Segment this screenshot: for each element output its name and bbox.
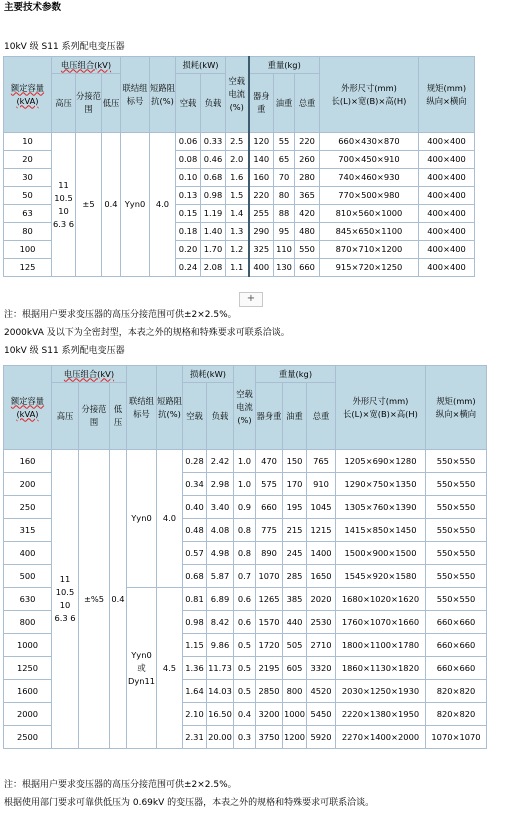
- gauge-cell: 400×400: [419, 241, 475, 259]
- no-load-current-cell: 1.3: [226, 223, 249, 241]
- spec-table-2: [3, 365, 487, 749]
- total-weight-cell: 660: [295, 259, 320, 277]
- no-load-current-cell: 0.9: [234, 496, 256, 519]
- dimensions-cell: 870×710×1200: [320, 241, 419, 259]
- total-weight-cell: 1400: [307, 542, 336, 565]
- load-loss-cell: 0.33: [201, 133, 226, 151]
- no-load-current-cell: 0.7: [234, 565, 256, 588]
- no-load-current-cell: 1.4: [226, 205, 249, 223]
- gauge-cell: 400×400: [419, 133, 475, 151]
- oil-weight-cell: 1200: [283, 726, 307, 749]
- body-weight-cell: 1720: [256, 634, 283, 657]
- capacity-cell: 2500: [4, 726, 52, 749]
- oil-weight-cell: 285: [283, 565, 307, 588]
- oil-weight-cell: 150: [283, 450, 307, 473]
- header-dimensions: 外形尺寸(mm) 长(L)×宽(B)×高(H): [320, 57, 419, 133]
- no-load-loss-cell: 0.81: [183, 588, 207, 611]
- capacity-cell: 80: [4, 223, 52, 241]
- capacity-cell: 1250: [4, 657, 52, 680]
- load-loss-cell: 0.46: [201, 151, 226, 169]
- oil-weight-cell: 170: [283, 473, 307, 496]
- table-row: [4, 450, 487, 473]
- load-loss-cell: 2.42: [207, 450, 234, 473]
- load-loss-cell: 3.40: [207, 496, 234, 519]
- load-loss-cell: 5.87: [207, 565, 234, 588]
- oil-weight-cell: 195: [283, 496, 307, 519]
- note-1: 注：根据用户要求变压器的高压分接范围可供±2×2.5%。: [4, 310, 237, 320]
- capacity-cell: 800: [4, 611, 52, 634]
- dimensions-cell: 1545×920×1580: [336, 565, 426, 588]
- header-body-weight: 器身重: [256, 383, 283, 450]
- gauge-cell: 550×550: [426, 519, 487, 542]
- header-no-load-current: 空载电流(%): [226, 57, 249, 133]
- capacity-cell: 160: [4, 450, 52, 473]
- no-load-loss-cell: 0.08: [176, 151, 201, 169]
- capacity-cell: 125: [4, 259, 52, 277]
- capacity-cell: 250: [4, 496, 52, 519]
- oil-weight-cell: 440: [283, 611, 307, 634]
- gauge-cell: 550×550: [426, 565, 487, 588]
- header-no-load: 空载: [176, 74, 201, 133]
- hv-value-cell: 11 10.5 10 6.3 6: [52, 450, 79, 749]
- header-hv: 高压: [52, 383, 79, 450]
- capacity-cell: 400: [4, 542, 52, 565]
- no-load-loss-cell: 0.24: [176, 259, 201, 277]
- total-weight-cell: 2020: [307, 588, 336, 611]
- table2-title: 10kV 级 S11 系列配电变压器: [4, 346, 125, 356]
- no-load-current-cell: 0.4: [234, 703, 256, 726]
- load-loss-cell: 1.19: [201, 205, 226, 223]
- no-load-loss-cell: 0.68: [183, 565, 207, 588]
- header-oil-weight: 油重: [283, 383, 307, 450]
- dimensions-cell: 1500×900×1500: [336, 542, 426, 565]
- gauge-cell: 820×820: [426, 680, 487, 703]
- header-weight: 重量(kg): [249, 57, 320, 74]
- header-no-load: 空载: [183, 383, 207, 450]
- note-4: 根据使用部门要求可靠供低压为 0.69kV 的变压器，本表之外的规格和特殊要求可联系洽谈。: [4, 798, 375, 808]
- oil-weight-cell: 55: [274, 133, 295, 151]
- capacity-cell: 30: [4, 169, 52, 187]
- gauge-cell: 550×550: [426, 473, 487, 496]
- lv-value-cell: 0.4: [102, 133, 121, 277]
- table-expand-button[interactable]: +: [239, 292, 263, 307]
- total-weight-cell: 280: [295, 169, 320, 187]
- body-weight-cell: 1070: [256, 565, 283, 588]
- total-weight-cell: 2530: [307, 611, 336, 634]
- header-lv: 低压: [102, 74, 121, 133]
- gauge-cell: 400×400: [419, 259, 475, 277]
- load-loss-cell: 0.68: [201, 169, 226, 187]
- table-row: [4, 133, 475, 151]
- body-weight-cell: 220: [249, 187, 274, 205]
- total-weight-cell: 1045: [307, 496, 336, 519]
- body-weight-cell: 140: [249, 151, 274, 169]
- load-loss-cell: 4.98: [207, 542, 234, 565]
- header-vector-group: 联结组标号: [121, 57, 150, 133]
- capacity-cell: 2000: [4, 703, 52, 726]
- vector-group-cell: Yyn0: [121, 133, 150, 277]
- header-total-weight: 总重: [295, 74, 320, 133]
- no-load-current-cell: 1.0: [234, 450, 256, 473]
- header-voltage-group: 电压组合(kV): [52, 57, 121, 74]
- oil-weight-cell: 80: [274, 187, 295, 205]
- no-load-loss-cell: 0.06: [176, 133, 201, 151]
- load-loss-cell: 20.00: [207, 726, 234, 749]
- header-tap-range: 分接范围: [79, 383, 110, 450]
- load-loss-cell: 8.42: [207, 611, 234, 634]
- note-3: 注：根据用户要求变压器的高压分接范围可供±2×2.5%。: [4, 780, 237, 790]
- impedance-cell: 4.5: [157, 588, 183, 749]
- no-load-loss-cell: 0.13: [176, 187, 201, 205]
- tap-range-cell: ±5: [76, 133, 102, 277]
- no-load-loss-cell: 2.10: [183, 703, 207, 726]
- capacity-cell: 10: [4, 133, 52, 151]
- body-weight-cell: 120: [249, 133, 274, 151]
- gauge-cell: 400×400: [419, 169, 475, 187]
- no-load-current-cell: 0.5: [234, 680, 256, 703]
- dimensions-cell: 770×500×980: [320, 187, 419, 205]
- no-load-loss-cell: 0.20: [176, 241, 201, 259]
- gauge-cell: 400×400: [419, 151, 475, 169]
- header-no-load-current: 空载电流(%): [234, 366, 256, 450]
- header-gauge: 规矩(mm) 纵向×横向: [426, 366, 487, 450]
- no-load-current-cell: 0.5: [234, 634, 256, 657]
- section-heading: 主要技术参数: [4, 2, 62, 13]
- no-load-current-cell: 1.2: [226, 241, 249, 259]
- dimensions-cell: 2030×1250×1930: [336, 680, 426, 703]
- no-load-current-cell: 0.6: [234, 611, 256, 634]
- gauge-cell: 660×660: [426, 634, 487, 657]
- no-load-loss-cell: 1.36: [183, 657, 207, 680]
- header-loss: 损耗(kW): [183, 366, 234, 383]
- gauge-cell: 550×550: [426, 588, 487, 611]
- oil-weight-cell: 95: [274, 223, 295, 241]
- oil-weight-cell: 605: [283, 657, 307, 680]
- dimensions-cell: 740×460×930: [320, 169, 419, 187]
- no-load-loss-cell: 0.34: [183, 473, 207, 496]
- no-load-current-cell: 0.5: [234, 657, 256, 680]
- oil-weight-cell: 65: [274, 151, 295, 169]
- total-weight-cell: 1650: [307, 565, 336, 588]
- capacity-cell: 500: [4, 565, 52, 588]
- no-load-current-cell: 0.8: [234, 519, 256, 542]
- total-weight-cell: 765: [307, 450, 336, 473]
- header-vector-group: 联结组标号: [127, 366, 157, 450]
- header-dimensions: 外形尺寸(mm) 长(L)×宽(B)×高(H): [336, 366, 426, 450]
- dimensions-cell: 1680×1020×1620: [336, 588, 426, 611]
- gauge-cell: 550×550: [426, 496, 487, 519]
- no-load-current-cell: 1.5: [226, 187, 249, 205]
- body-weight-cell: 470: [256, 450, 283, 473]
- dimensions-cell: 1760×1070×1660: [336, 611, 426, 634]
- header-hv: 高压: [52, 74, 76, 133]
- total-weight-cell: 5450: [307, 703, 336, 726]
- no-load-current-cell: 0.3: [234, 726, 256, 749]
- header-lv: 低压: [110, 383, 127, 450]
- oil-weight-cell: 70: [274, 169, 295, 187]
- no-load-current-cell: 1.6: [226, 169, 249, 187]
- gauge-cell: 820×820: [426, 703, 487, 726]
- no-load-loss-cell: 0.48: [183, 519, 207, 542]
- gauge-cell: 400×400: [419, 187, 475, 205]
- load-loss-cell: 2.98: [207, 473, 234, 496]
- capacity-cell: 20: [4, 151, 52, 169]
- dimensions-cell: 700×450×910: [320, 151, 419, 169]
- body-weight-cell: 290: [249, 223, 274, 241]
- no-load-current-cell: 0.8: [234, 542, 256, 565]
- no-load-loss-cell: 0.15: [176, 205, 201, 223]
- load-loss-cell: 6.89: [207, 588, 234, 611]
- no-load-loss-cell: 0.40: [183, 496, 207, 519]
- body-weight-cell: 3200: [256, 703, 283, 726]
- impedance-cell: 4.0: [150, 133, 176, 277]
- oil-weight-cell: 215: [283, 519, 307, 542]
- capacity-cell: 630: [4, 588, 52, 611]
- oil-weight-cell: 88: [274, 205, 295, 223]
- body-weight-cell: 660: [256, 496, 283, 519]
- dimensions-cell: 915×720×1250: [320, 259, 419, 277]
- gauge-cell: 550×550: [426, 450, 487, 473]
- oil-weight-cell: 800: [283, 680, 307, 703]
- no-load-current-cell: 1.0: [234, 473, 256, 496]
- gauge-cell: 550×550: [426, 542, 487, 565]
- load-loss-cell: 0.98: [201, 187, 226, 205]
- dimensions-cell: 1800×1100×1780: [336, 634, 426, 657]
- vector-group-cell: Yyn0: [127, 450, 157, 588]
- no-load-loss-cell: 0.28: [183, 450, 207, 473]
- body-weight-cell: 255: [249, 205, 274, 223]
- capacity-cell: 100: [4, 241, 52, 259]
- load-loss-cell: 11.73: [207, 657, 234, 680]
- no-load-current-cell: 0.6: [234, 588, 256, 611]
- no-load-loss-cell: 1.15: [183, 634, 207, 657]
- header-body-weight: 器身重: [249, 74, 274, 133]
- capacity-cell: 200: [4, 473, 52, 496]
- total-weight-cell: 1215: [307, 519, 336, 542]
- capacity-cell: 315: [4, 519, 52, 542]
- header-impedance: 短路阻抗(%): [150, 57, 176, 133]
- capacity-cell: 50: [4, 187, 52, 205]
- dimensions-cell: 1860×1130×1820: [336, 657, 426, 680]
- body-weight-cell: 775: [256, 519, 283, 542]
- oil-weight-cell: 1000: [283, 703, 307, 726]
- no-load-current-cell: 2.5: [226, 133, 249, 151]
- oil-weight-cell: 110: [274, 241, 295, 259]
- load-loss-cell: 4.08: [207, 519, 234, 542]
- gauge-cell: 1070×1070: [426, 726, 487, 749]
- body-weight-cell: 575: [256, 473, 283, 496]
- body-weight-cell: 2850: [256, 680, 283, 703]
- dimensions-cell: 845×650×1100: [320, 223, 419, 241]
- dimensions-cell: 2220×1380×1950: [336, 703, 426, 726]
- header-weight: 重量(kg): [256, 366, 336, 383]
- no-load-loss-cell: 0.57: [183, 542, 207, 565]
- body-weight-cell: 2195: [256, 657, 283, 680]
- capacity-cell: 1000: [4, 634, 52, 657]
- oil-weight-cell: 385: [283, 588, 307, 611]
- total-weight-cell: 365: [295, 187, 320, 205]
- dimensions-cell: 810×560×1000: [320, 205, 419, 223]
- body-weight-cell: 1570: [256, 611, 283, 634]
- total-weight-cell: 5920: [307, 726, 336, 749]
- header-impedance: 短路阻抗(%): [157, 366, 183, 450]
- lv-value-cell: 0.4: [110, 450, 127, 749]
- header-rated-capacity: 额定容量 (kVA): [4, 57, 52, 133]
- total-weight-cell: 420: [295, 205, 320, 223]
- dimensions-cell: 1415×850×1450: [336, 519, 426, 542]
- gauge-cell: 660×660: [426, 611, 487, 634]
- dimensions-cell: 2270×1400×2000: [336, 726, 426, 749]
- no-load-loss-cell: 0.98: [183, 611, 207, 634]
- capacity-cell: 63: [4, 205, 52, 223]
- total-weight-cell: 4520: [307, 680, 336, 703]
- vector-group-cell: Yyn0 或 Dyn11: [127, 588, 157, 749]
- body-weight-cell: 160: [249, 169, 274, 187]
- gauge-cell: 660×660: [426, 657, 487, 680]
- header-load: 负载: [201, 74, 226, 133]
- header-load: 负载: [207, 383, 234, 450]
- tap-range-cell: ±%5: [79, 450, 110, 749]
- header-oil-weight: 油重: [274, 74, 295, 133]
- total-weight-cell: 550: [295, 241, 320, 259]
- oil-weight-cell: 245: [283, 542, 307, 565]
- load-loss-cell: 2.08: [201, 259, 226, 277]
- load-loss-cell: 9.86: [207, 634, 234, 657]
- body-weight-cell: 325: [249, 241, 274, 259]
- no-load-loss-cell: 1.64: [183, 680, 207, 703]
- header-rated-capacity: 额定容量 (kVA): [4, 366, 52, 450]
- total-weight-cell: 3320: [307, 657, 336, 680]
- dimensions-cell: 660×430×870: [320, 133, 419, 151]
- gauge-cell: 400×400: [419, 205, 475, 223]
- oil-weight-cell: 130: [274, 259, 295, 277]
- header-tap-range: 分接范围: [76, 74, 102, 133]
- no-load-loss-cell: 0.18: [176, 223, 201, 241]
- total-weight-cell: 260: [295, 151, 320, 169]
- body-weight-cell: 1265: [256, 588, 283, 611]
- load-loss-cell: 14.03: [207, 680, 234, 703]
- total-weight-cell: 910: [307, 473, 336, 496]
- total-weight-cell: 220: [295, 133, 320, 151]
- no-load-current-cell: 1.1: [226, 259, 249, 277]
- no-load-loss-cell: 2.31: [183, 726, 207, 749]
- no-load-current-cell: 2.0: [226, 151, 249, 169]
- impedance-cell: 4.0: [157, 450, 183, 588]
- oil-weight-cell: 505: [283, 634, 307, 657]
- hv-value-cell: 11 10.5 10 6.3 6: [52, 133, 76, 277]
- load-loss-cell: 16.50: [207, 703, 234, 726]
- total-weight-cell: 480: [295, 223, 320, 241]
- body-weight-cell: 890: [256, 542, 283, 565]
- note-2: 2000kVA 及以下为全密封型，本表之外的规格和特殊要求可联系洽谈。: [4, 328, 290, 338]
- no-load-loss-cell: 0.10: [176, 169, 201, 187]
- header-loss: 损耗(kW): [176, 57, 226, 74]
- load-loss-cell: 1.70: [201, 241, 226, 259]
- header-voltage-group: 电压组合(kV): [52, 366, 127, 383]
- dimensions-cell: 1305×760×1390: [336, 496, 426, 519]
- dimensions-cell: 1205×690×1280: [336, 450, 426, 473]
- header-gauge: 规矩(mm) 纵向×横向: [419, 57, 475, 133]
- load-loss-cell: 1.40: [201, 223, 226, 241]
- table1-title: 10kV 级 S11 系列配电变压器: [4, 42, 125, 52]
- body-weight-cell: 3750: [256, 726, 283, 749]
- gauge-cell: 400×400: [419, 223, 475, 241]
- body-weight-cell: 400: [249, 259, 274, 277]
- capacity-cell: 1600: [4, 680, 52, 703]
- header-total-weight: 总重: [307, 383, 336, 450]
- spec-table-1: [3, 56, 475, 277]
- total-weight-cell: 2710: [307, 634, 336, 657]
- dimensions-cell: 1290×750×1350: [336, 473, 426, 496]
